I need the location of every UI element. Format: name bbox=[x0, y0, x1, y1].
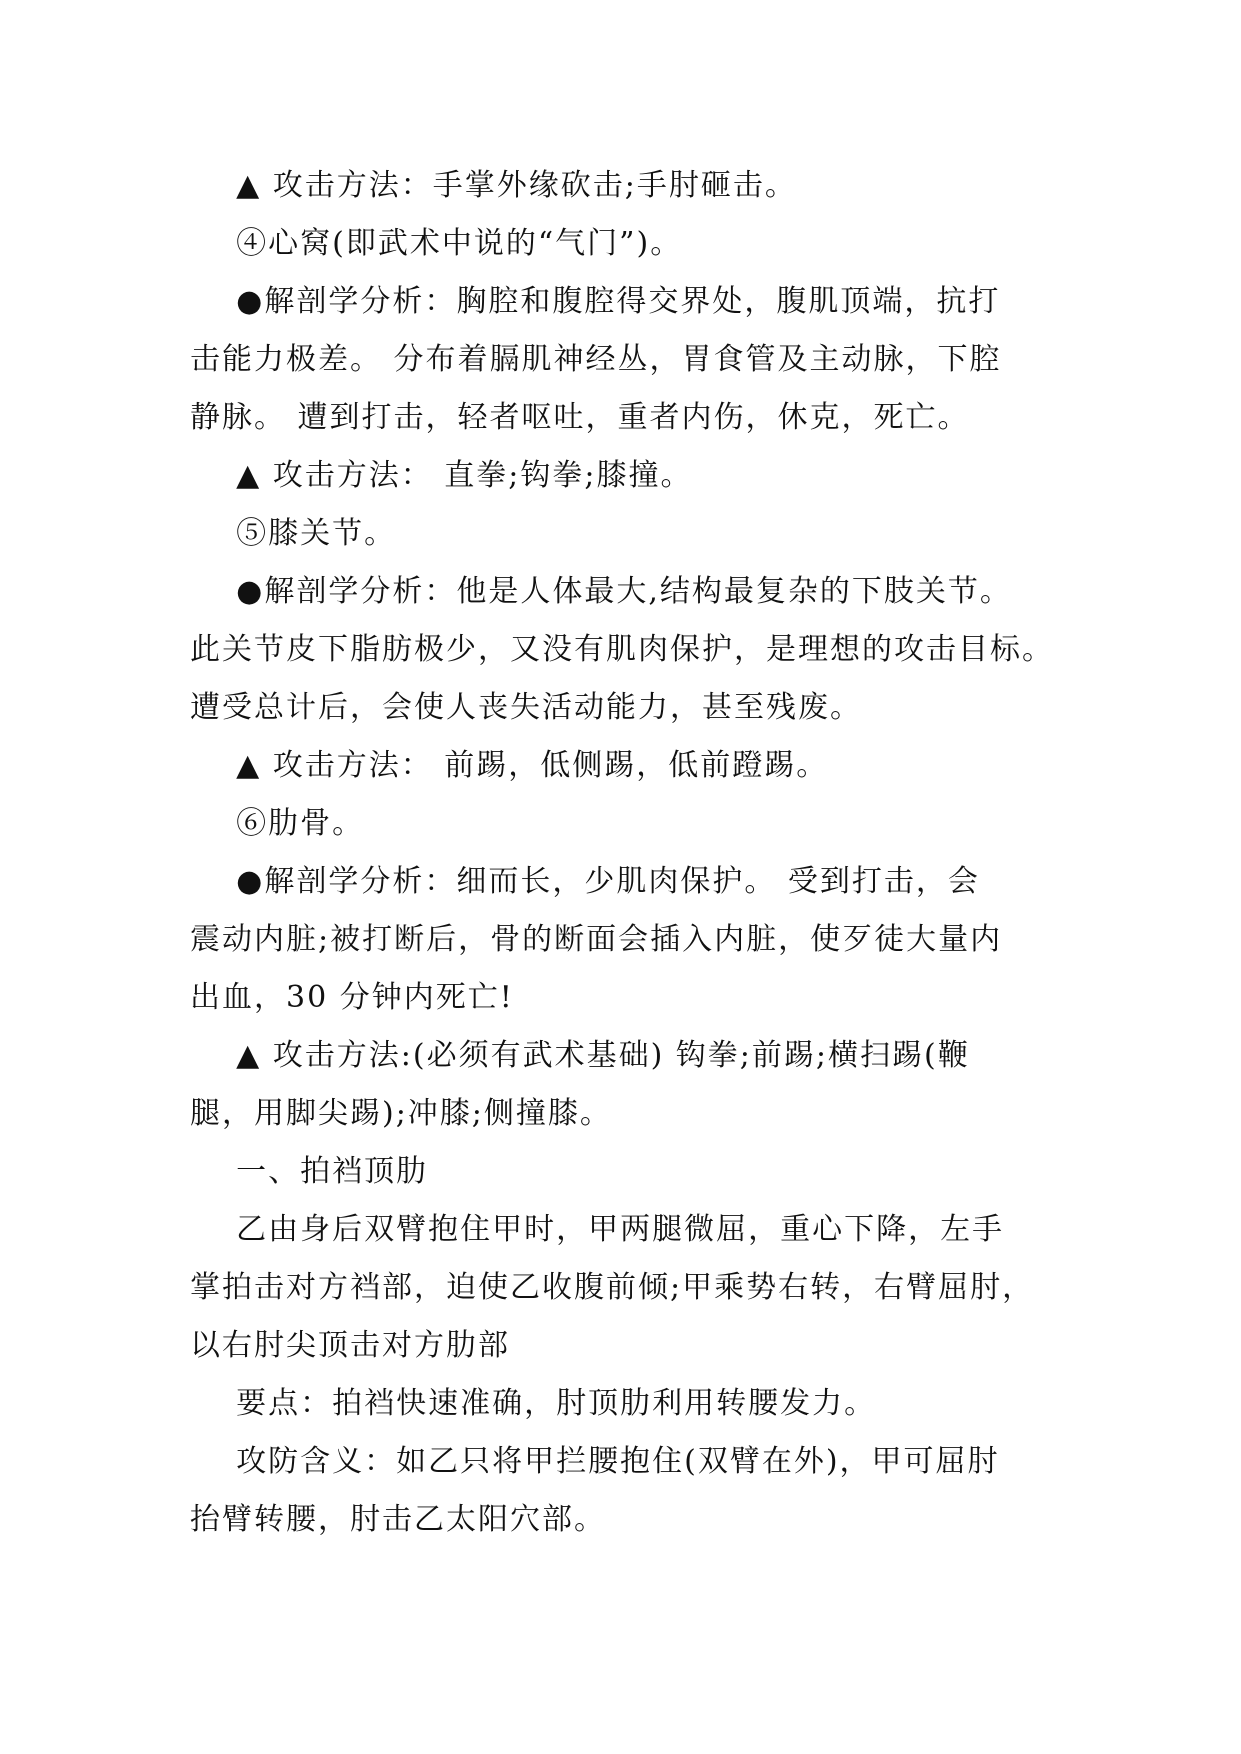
heading-ribs: ⑥肋骨。 bbox=[190, 806, 365, 841]
tactical-meaning-line: 攻防含义：如乙只将甲拦腰抱住(双臂在外)，甲可屈肘 bbox=[190, 1444, 1000, 1479]
paragraph-line: 乙由身后双臂抱住甲时，甲两腿微屈，重心下降，左手 bbox=[190, 1212, 1005, 1247]
paragraph-line: 遭受总计后，会使人丧失活动能力，甚至残废。 bbox=[190, 690, 862, 725]
paragraph-line: 以右肘尖顶击对方肋部 bbox=[190, 1328, 510, 1363]
anatomy-analysis-line: ●解剖学分析：他是人体最大,结构最复杂的下肢关节。 bbox=[190, 574, 1012, 609]
heading-solar-plexus: ④心窝(即武术中说的“气门”)。 bbox=[190, 226, 683, 261]
attack-method-line-1: ▲ 攻击方法：手掌外缘砍击;手肘砸击。 bbox=[190, 168, 797, 203]
key-points-line: 要点：拍裆快速准确，肘顶肋利用转腰发力。 bbox=[190, 1386, 877, 1421]
paragraph-line: 静脉。 遭到打击，轻者呕吐，重者内伤，休克，死亡。 bbox=[190, 400, 970, 435]
attack-method-line-3: ▲ 攻击方法： 前踢，低侧踢，低前蹬踢。 bbox=[190, 748, 829, 783]
anatomy-analysis-line: ●解剖学分析：细而长，少肌肉保护。 受到打击，会 bbox=[190, 864, 980, 899]
paragraph-line: 此关节皮下脂肪极少，又没有肌肉保护，是理想的攻击目标。 bbox=[190, 632, 1054, 667]
paragraph-line: 抬臂转腰，肘击乙太阳穴部。 bbox=[190, 1502, 606, 1537]
section-heading: 一、拍裆顶肋 bbox=[190, 1154, 429, 1189]
paragraph-line: 腿，用脚尖踢);冲膝;侧撞膝。 bbox=[190, 1096, 612, 1131]
attack-method-line-4: ▲ 攻击方法:(必须有武术基础) 钩拳;前踢;横扫踢(鞭 bbox=[190, 1038, 970, 1073]
paragraph-line: 掌拍击对方裆部，迫使乙收腹前倾;甲乘势右转，右臂屈肘， bbox=[190, 1270, 1035, 1305]
anatomy-analysis-line: ●解剖学分析：胸腔和腹腔得交界处，腹肌顶端，抗打 bbox=[190, 284, 1001, 319]
attack-method-line-2: ▲ 攻击方法： 直拳;钩拳;膝撞。 bbox=[190, 458, 693, 493]
paragraph-line: 震动内脏;被打断后，骨的断面会插入内脏，使歹徒大量内 bbox=[190, 922, 1003, 957]
heading-knee-joint: ⑤膝关节。 bbox=[190, 516, 397, 551]
paragraph-line: 出血，30 分钟内死亡! bbox=[190, 980, 514, 1015]
paragraph-line: 击能力极差。 分布着膈肌神经丛，胃食管及主动脉，下腔 bbox=[190, 342, 1002, 377]
